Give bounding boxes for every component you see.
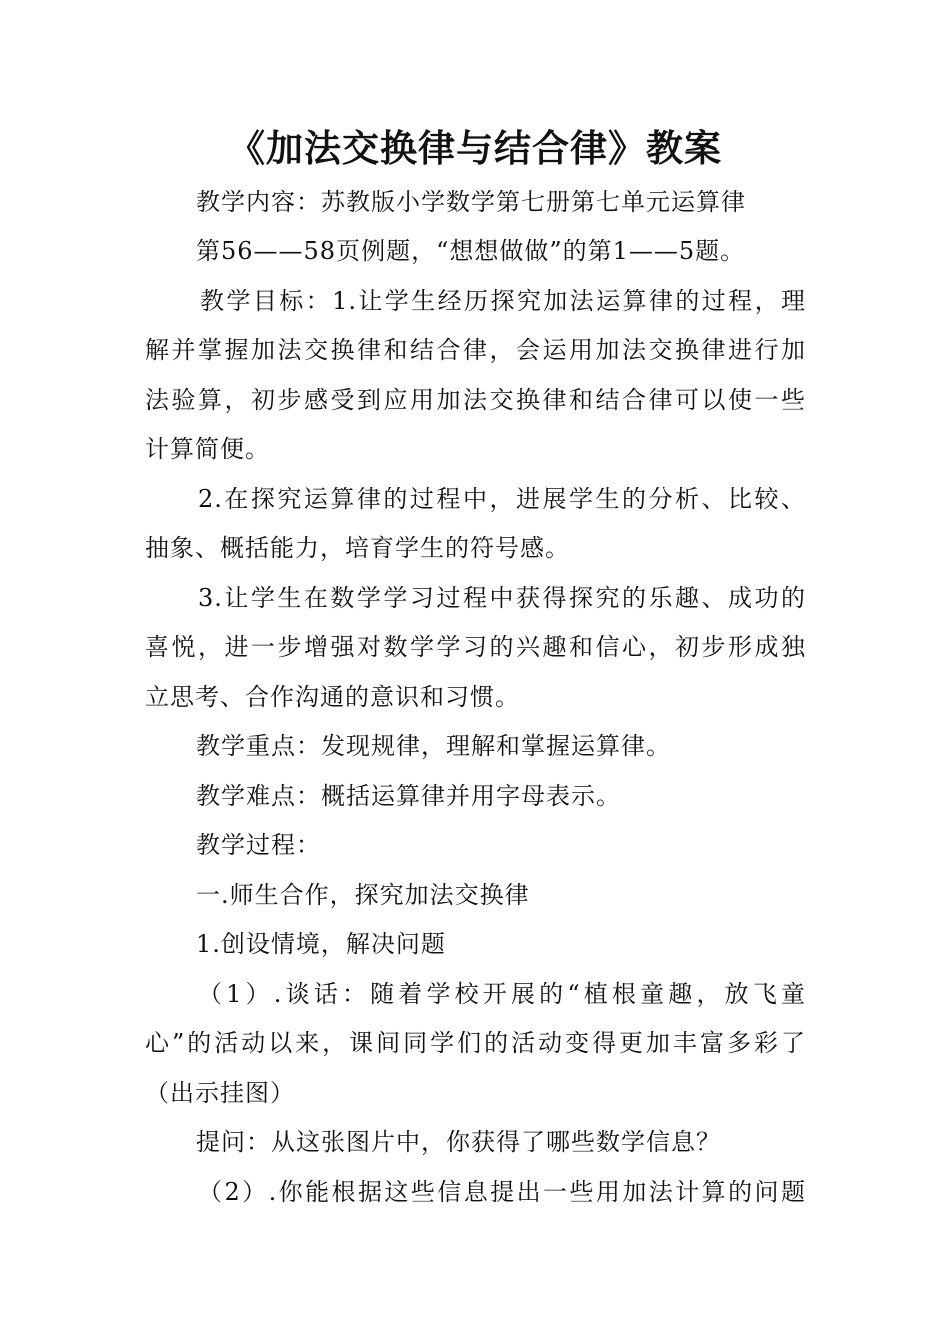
text-line: 心”的活动以来，课间同学们的活动变得更加丰富多彩了: [145, 1029, 806, 1057]
text-line: （出示挂图）: [145, 1079, 295, 1107]
document-title: 《加法交换律与结合律》教案: [228, 127, 722, 170]
text-line: （1）.谈话：随着学校开展的“植根童趣，放飞童: [198, 980, 806, 1008]
text-line: 立思考、合作沟通的意识和习惯。: [145, 683, 520, 711]
text-line: 第56——58页例题，“想想做做”的第1——5题。: [196, 237, 746, 265]
text-line: 教学难点：概括运算律并用字母表示。: [196, 782, 621, 810]
text-line: 教学过程：: [196, 831, 321, 859]
text-line: 提问：从这张图片中，你获得了哪些数学信息？: [196, 1128, 721, 1156]
text-line: 教学内容：苏教版小学数学第七册第七单元运算律: [196, 188, 746, 216]
text-line: 解并掌握加法交换律和结合律，会运用加法交换律进行加: [145, 336, 806, 364]
text-line: 一.师生合作，探究加法交换律: [196, 881, 530, 909]
text-line: 1.创设情境，解决问题: [196, 930, 446, 958]
text-line: 法验算，初步感受到应用加法交换律和结合律可以使一些: [145, 386, 806, 414]
text-line: 喜悦，进一步增强对数学学习的兴趣和信心，初步形成独: [145, 633, 806, 661]
text-line: 抽象、概括能力，培育学生的符号感。: [145, 534, 570, 562]
text-line: （2）.你能根据这些信息提出一些用加法计算的问题: [198, 1178, 806, 1206]
text-line: 教学目标：1.让学生经历探究加法运算律的过程，理: [200, 287, 806, 315]
text-line: 教学重点：发现规律，理解和掌握运算律。: [196, 732, 671, 760]
text-line: 3.让学生在数学学习过程中获得探究的乐趣、成功的: [198, 584, 806, 612]
text-line: 2.在探究运算律的过程中，进展学生的分析、比较、: [198, 485, 806, 513]
text-line: 计算简便。: [145, 435, 270, 463]
